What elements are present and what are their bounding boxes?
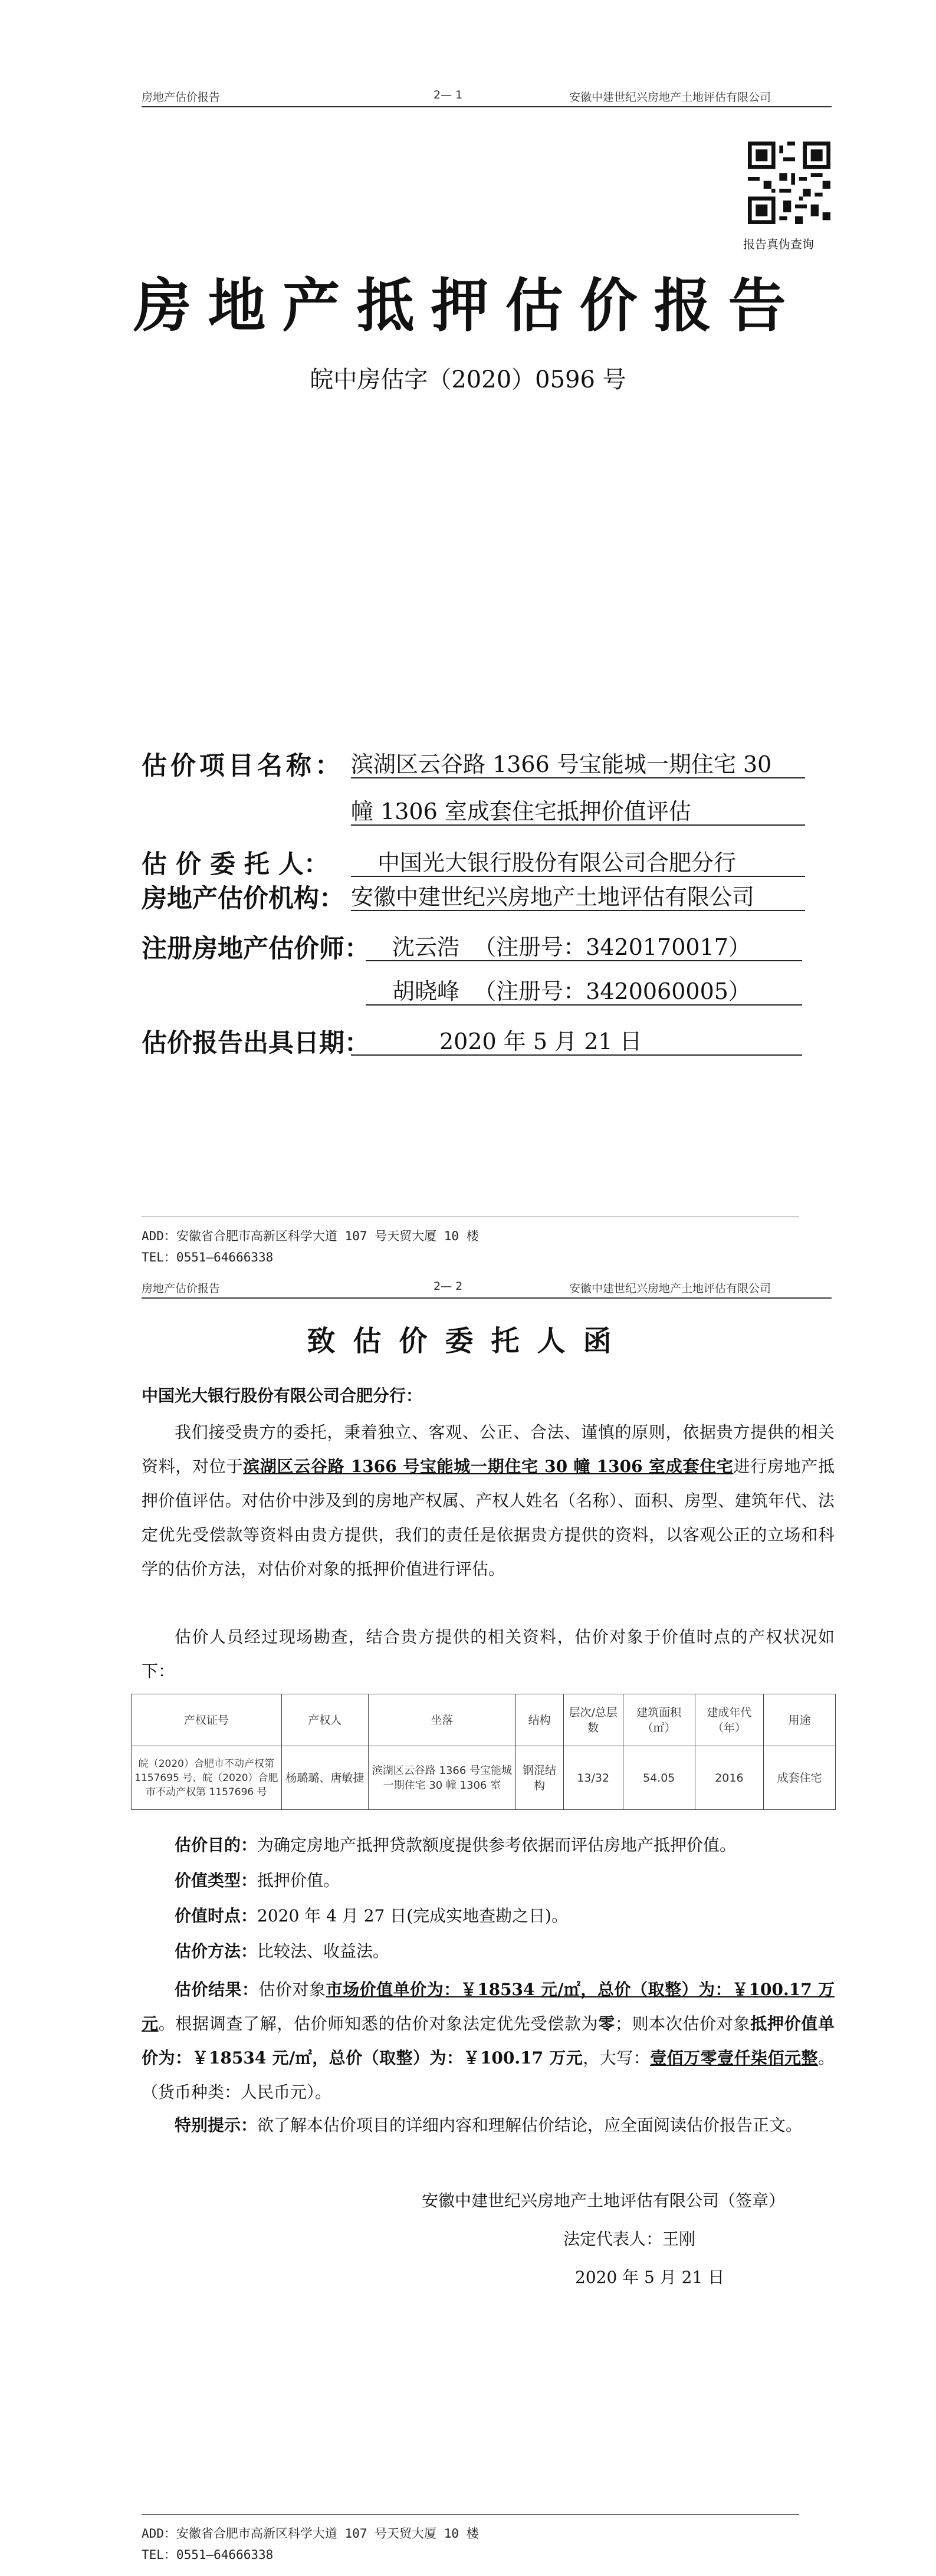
table-cell: 钢混结构	[515, 1746, 563, 1810]
appraiser-label: 注册房地产估价师：	[142, 934, 370, 964]
table-header: 坐落	[369, 1694, 516, 1746]
result-text-g: ，大写：	[583, 2048, 651, 2068]
signature-representative: 法定代表人：王刚	[563, 2229, 696, 2249]
time-label: 价值时点：	[175, 1906, 258, 1926]
header-right: 安徽中建世纪兴房地产土地评估有限公司	[569, 1282, 771, 1295]
header-right: 安徽中建世纪兴房地产土地评估有限公司	[569, 91, 771, 104]
result-label: 估价结果：	[175, 1980, 259, 1999]
date-underline	[351, 1054, 802, 1056]
table-cell: 成套住宅	[764, 1746, 836, 1810]
project-value-line2: 幢 1306 室成套住宅抵押价值评估	[351, 799, 691, 824]
table-cell: 滨湖区云谷路 1366 号宝能城一期住宅 30 幢 1306 室	[369, 1746, 516, 1810]
table-cell: 皖（2020）合肥市不动产权第 1157695 号、皖（2020）合肥市不动产权第 1157696 号	[132, 1746, 282, 1810]
qr-caption: 报告真伪查询	[743, 237, 814, 251]
table-cell: 2016	[695, 1746, 764, 1810]
report-title: 房地产抵押估价报告	[133, 272, 803, 340]
appraiser-2: 胡晓峰 （注册号：3420060005）	[392, 978, 751, 1004]
client-value: 中国光大银行股份有限公司合肥分行	[377, 850, 737, 876]
result-paragraph	[142, 1973, 835, 2110]
property-table	[131, 1694, 836, 1810]
para1-text-c: 进行房地产抵押价值评估。对估价中涉及到的房地产权属、产权人姓名（名称）、面积、房型、建筑年代、法定优先受偿款等资料由贵方提供，我们的责任是依据贵方提供的资料，以客观公正的立场和科学的估价方法，对估价对象的抵押价值进行评估。	[142, 1457, 835, 1579]
project-label: 估价项目名称：	[142, 751, 344, 781]
method-line	[142, 1934, 835, 1969]
purpose-label: 估价目的：	[175, 1835, 258, 1855]
para1-property-address: 滨湖区云谷路 1366 号宝能城一期住宅 30 幢 1306 室成套住宅	[243, 1457, 734, 1476]
project-underline-1	[351, 777, 805, 778]
appraiser-1: 沈云浩 （注册号：3420170017）	[392, 934, 751, 960]
result-amount-in-words: 壹佰万零壹仟柒佰元整	[650, 2048, 818, 2068]
signature-org: 安徽中建世纪兴房地产土地评估有限公司（签章）	[422, 2191, 786, 2210]
notice-value: 欲了解本估价项目的详细内容和理解估价结论，应全面阅读估价报告正文。	[257, 2115, 803, 2135]
table-cell: 54.05	[623, 1746, 695, 1810]
table-row	[132, 1746, 836, 1810]
footer-address: ADD：安徽省合肥市高新区科学大道 107 号天贸大厦 10 楼	[142, 1229, 479, 1243]
table-header: 建成年代（年）	[695, 1694, 764, 1746]
header-rule	[142, 1297, 832, 1299]
paragraph-2: 估价人员经过现场勘查，结合贵方提供的相关资料，估价对象于价值时点的产权状况如下：	[142, 1627, 835, 1681]
header-page-number: 2— 2	[433, 1280, 463, 1293]
table-header: 产权人	[281, 1694, 368, 1746]
notice-paragraph	[142, 2108, 835, 2143]
table-header-row	[132, 1694, 836, 1746]
table-header: 产权证号	[132, 1694, 282, 1746]
document-number: 皖中房估字（2020）0596 号	[310, 366, 626, 393]
qr-code-icon[interactable]	[748, 142, 830, 224]
org-underline	[351, 910, 805, 911]
result-mortgage-value: 抵押价值单价为：￥18534 元/㎡，总价（取整）为：￥100.17 万元	[142, 2014, 835, 2068]
result-market-value: 市场价值单价为：￥18534 元/㎡，总价（取整）为：￥100.17 万元	[142, 1980, 835, 2033]
signature-date: 2020 年 5 月 21 日	[575, 2268, 725, 2287]
date-label: 估价报告出具日期：	[142, 1029, 370, 1058]
project-value-line1: 滨湖区云谷路 1366 号宝能城一期住宅 30	[351, 751, 772, 777]
org-label: 房地产估价机构：	[142, 884, 344, 914]
letter-title: 致估价委托人函	[307, 1325, 629, 1358]
footer-rule	[142, 2514, 799, 2515]
para1-text-a: 我们接受贵方的委托，秉着独立、客观、公正、合法、谨慎的原则，依据贵方提供的相关资料，对位于	[142, 1422, 835, 1476]
table-cell: 杨璐璐、唐敏捷	[281, 1746, 368, 1810]
table-header: 建筑面积（㎡）	[623, 1694, 695, 1746]
org-value: 安徽中建世纪兴房地产土地评估有限公司	[351, 884, 755, 910]
client-label: 估 价 委 托 人：	[142, 850, 329, 879]
table-cell: 13/32	[563, 1746, 623, 1810]
header-left: 房地产估价报告	[142, 91, 221, 104]
result-text-a: 估价对象	[258, 1980, 326, 1999]
paragraph-1	[142, 1415, 835, 1586]
appraiser-underline-1	[366, 960, 802, 961]
type-label: 价值类型：	[175, 1871, 258, 1890]
footer-phone: TEL：0551—64666338	[142, 2548, 274, 2562]
addressee: 中国光大银行股份有限公司合肥分行：	[142, 1386, 423, 1405]
result-text-i: 。（货币种类：人民币元）。	[142, 2048, 835, 2102]
project-underline-2	[351, 824, 805, 826]
footer-address: ADD：安徽省合肥市高新区科学大道 107 号天贸大厦 10 楼	[142, 2526, 479, 2541]
footer-phone: TEL：0551—64666338	[142, 1250, 274, 1264]
date-value: 2020 年 5 月 21 日	[439, 1029, 642, 1054]
table-header: 结构	[515, 1694, 563, 1746]
result-text-e: ；则本次估价对象	[615, 2014, 751, 2033]
purpose-value: 为确定房地产抵押贷款额度提供参考依据而评估房地产抵押价值。	[257, 1835, 737, 1855]
time-line	[142, 1899, 835, 1933]
type-line	[142, 1864, 835, 1898]
table-header: 用途	[764, 1694, 836, 1746]
purpose-line	[142, 1828, 835, 1862]
method-label: 估价方法：	[175, 1941, 258, 1961]
header-rule	[142, 106, 832, 107]
result-priority-amount: 零	[598, 2014, 615, 2033]
notice-label: 特别提示：	[175, 2115, 258, 2135]
method-value: 比较法、收益法。	[257, 1941, 390, 1961]
table-header: 层次/总层数	[563, 1694, 623, 1746]
header-page-number: 2— 1	[433, 88, 463, 101]
time-value: 2020 年 4 月 27 日(完成实地查勘之日)。	[257, 1906, 569, 1926]
client-underline	[351, 876, 805, 877]
result-text-c: 。根据调查了解，估价师知悉的估价对象法定优先受偿款为	[158, 2014, 599, 2033]
appraiser-underline-2	[366, 1004, 802, 1006]
header-left: 房地产估价报告	[142, 1282, 221, 1295]
type-value: 抵押价值。	[257, 1871, 340, 1890]
